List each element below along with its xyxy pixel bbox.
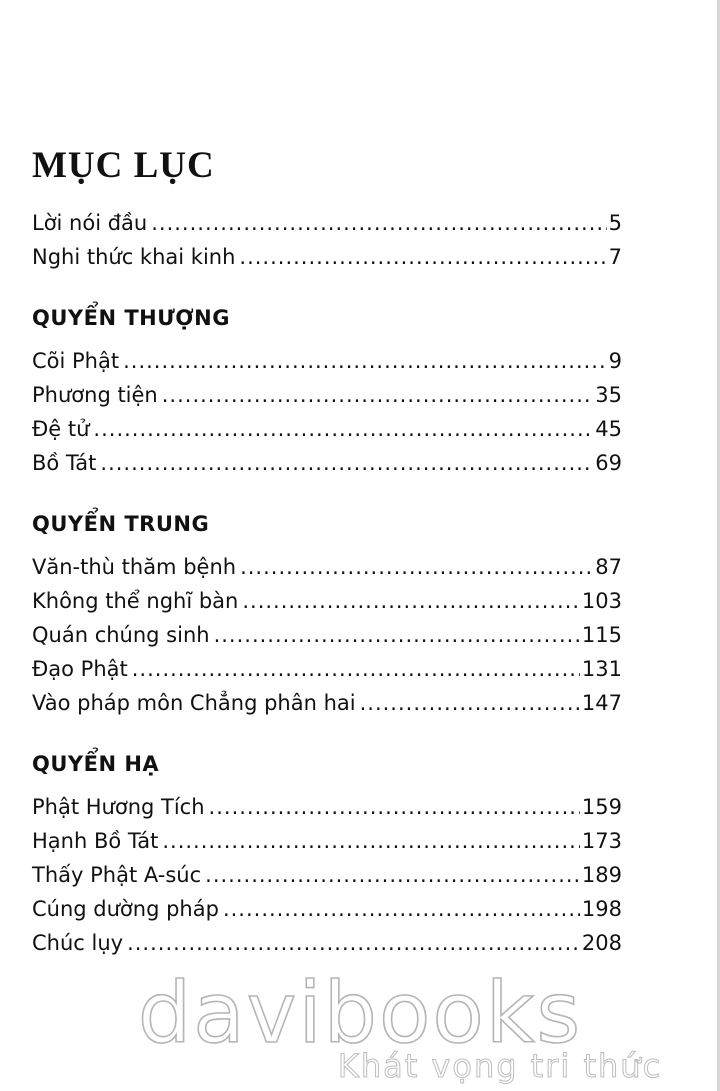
dot-leader [205, 858, 580, 892]
dot-leader [240, 550, 593, 584]
toc-entry-label: Nghi thức khai kinh [32, 245, 236, 269]
toc-entry-page: 173 [581, 829, 622, 853]
toc-entry-page: 189 [581, 863, 622, 887]
watermark-slogan: Khát vọng tri thức [337, 1047, 663, 1085]
toc-entry [32, 790, 622, 824]
dot-leader [360, 686, 580, 720]
dot-leader [132, 652, 580, 686]
toc-entry [32, 344, 622, 378]
toc-entry-label: Không thể nghĩ bàn [32, 589, 239, 613]
toc-entry-label: Bồ Tát [32, 451, 97, 475]
dot-leader [214, 618, 580, 652]
section-heading: QUYỂN THƯỢNG [32, 306, 230, 330]
dot-leader [93, 412, 593, 446]
toc-entry [32, 652, 622, 686]
dot-leader [123, 344, 607, 378]
toc-entry-page: 208 [581, 931, 622, 955]
table-of-contents [32, 140, 622, 960]
toc-entry-page: 45 [595, 417, 622, 441]
toc-entry-label: Đệ tử [32, 417, 90, 441]
toc-entry-label: Đạo Phật [32, 657, 128, 681]
toc-entry-label: Phương tiện [32, 383, 158, 407]
toc-entry-label: Cúng dường pháp [32, 897, 219, 921]
toc-entry [32, 206, 622, 240]
toc-entry-label: Hạnh Bồ Tát [32, 829, 159, 853]
dot-leader [223, 892, 580, 926]
toc-entry-page: 69 [595, 451, 622, 475]
toc-entry-label: Chúc lụy [32, 931, 124, 955]
toc-entry-label: Phật Hương Tích [32, 795, 205, 819]
toc-entry-page: 198 [581, 897, 622, 921]
toc-entry-page: 115 [581, 623, 622, 647]
section-quyen-thuong [32, 302, 622, 480]
toc-entry [32, 412, 622, 446]
toc-entry-page: 87 [595, 555, 622, 579]
toc-entry-page: 9 [608, 349, 622, 373]
toc-entry [32, 550, 622, 584]
toc-entry-page: 103 [581, 589, 622, 613]
toc-entry [32, 446, 622, 480]
toc-entry-label: Thấy Phật A-súc [32, 863, 202, 887]
dot-leader [100, 446, 593, 480]
dot-leader [162, 378, 594, 412]
toc-entry-page: 131 [581, 657, 622, 681]
dot-leader [151, 206, 606, 240]
toc-entry [32, 584, 622, 618]
dot-leader [239, 240, 606, 274]
dot-leader [127, 926, 580, 960]
toc-entry-page: 35 [595, 383, 622, 407]
toc-entry [32, 378, 622, 412]
page-title: MỤC LỤC [32, 145, 215, 186]
toc-entry [32, 240, 622, 274]
toc-entry-page: 147 [581, 691, 622, 715]
toc-entry-label: Vào pháp môn Chẳng phân hai [32, 691, 356, 715]
toc-entry [32, 858, 622, 892]
section-quyen-ha [32, 748, 622, 960]
toc-entry-label: Quán chúng sinh [32, 623, 210, 647]
toc-entry [32, 926, 622, 960]
dot-leader [162, 824, 580, 858]
dot-leader [242, 584, 580, 618]
toc-entry-page: 5 [608, 211, 622, 235]
toc-entry [32, 686, 622, 720]
toc-entry [32, 892, 622, 926]
toc-entry-page: 7 [608, 245, 622, 269]
intro-entries [32, 206, 622, 274]
toc-entry-page: 159 [581, 795, 622, 819]
dot-leader [209, 790, 580, 824]
toc-entry-label: Lời nói đầu [32, 211, 148, 235]
section-heading: QUYỂN TRUNG [32, 512, 210, 536]
watermark-brand: davibooks [137, 964, 583, 1062]
toc-entry [32, 618, 622, 652]
section-quyen-trung [32, 508, 622, 720]
section-heading: QUYỂN HẠ [32, 752, 160, 776]
toc-entry-label: Cõi Phật [32, 349, 120, 373]
toc-entry-label: Văn-thù thăm bệnh [32, 555, 237, 579]
toc-entry [32, 824, 622, 858]
